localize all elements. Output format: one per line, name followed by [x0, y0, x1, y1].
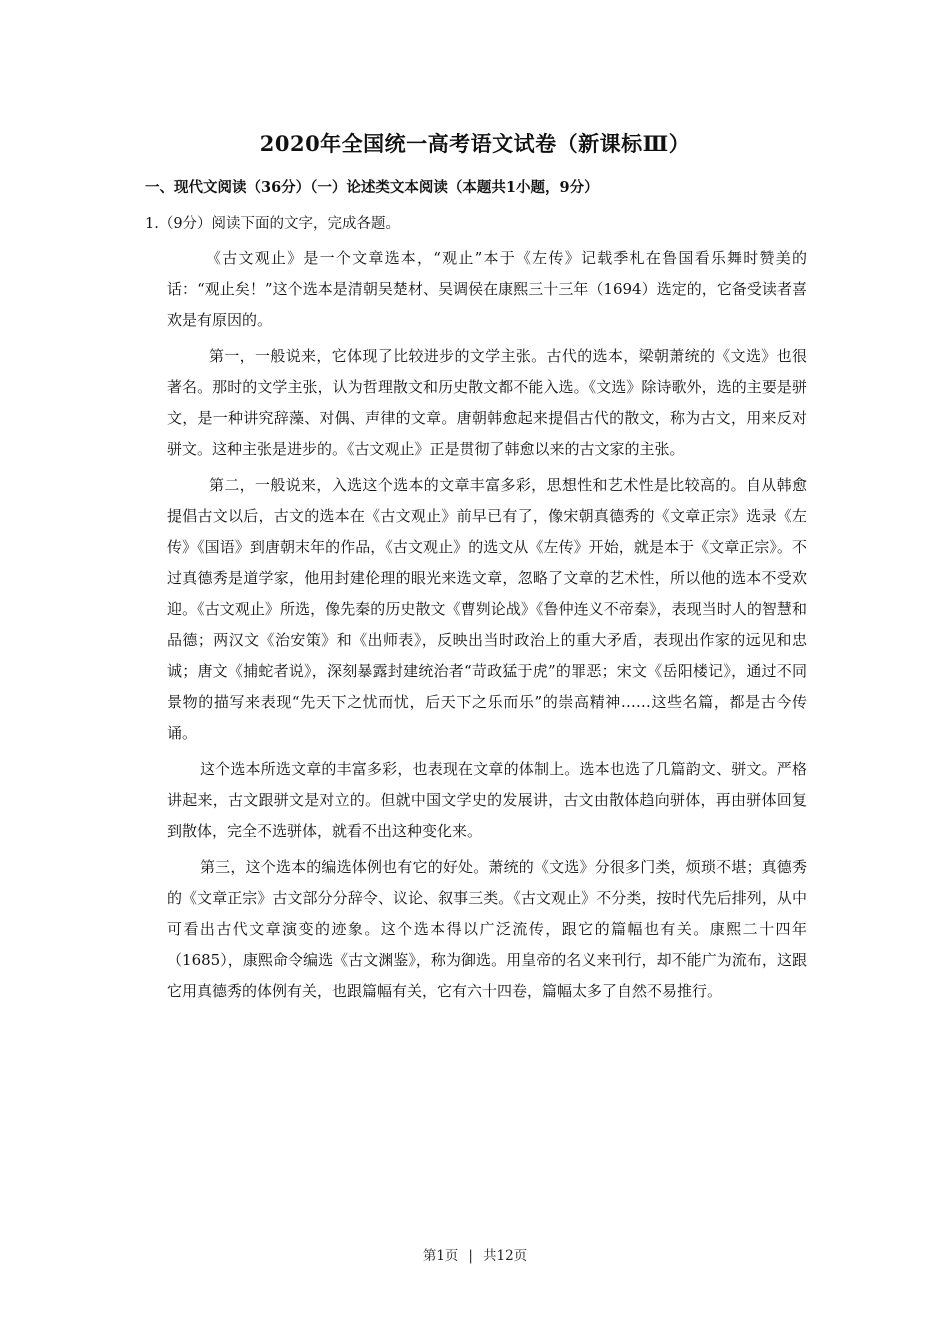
- passage-paragraph-1: 《古文观止》是一个文章选本，“观止”本于《左传》记载季札在鲁国看乐舞时赞美的话：“观止矣！”这个选本是清朝吴楚材、吴调侯在康熙三十三年（1694）选定的，它备受读者喜欢是有原因的。: [167, 249, 807, 329]
- document-title: 2020年全国统一高考语文试卷（新课标Ⅲ）: [259, 131, 691, 156]
- footer-separator: |: [468, 1248, 473, 1264]
- passage-paragraph-5: 第三，这个选本的编选体例也有它的好处。萧统的《文选》分很多门类，烦琐不堪；真德秀的《文章正宗》古文部分分辞令、议论、叙事三类。《古文观止》不分类，按时代先后排列，从中可看出古代文章演变的迹象。这个选本得以广泛流传，跟它的篇幅也有关。康熙二十四年（1685），康熙命令编选《古文渊鉴》，称为御选。用皇帝的名义来刊行，却不能广为流布，这跟它用真德秀的体例有关，也跟篇幅有关，它有六十四卷，篇幅太多了自然不易推行。: [167, 858, 807, 1000]
- page-number: 第1页: [422, 1248, 459, 1264]
- page-total: 共12页: [482, 1248, 528, 1264]
- page-footer: [0, 1244, 950, 1264]
- section-heading: 一、现代文阅读（36分）（一）论述类文本阅读（本题共1小题，9分）: [145, 179, 599, 196]
- question-intro: 1.（9分）阅读下面的文字，完成各题。: [145, 216, 401, 232]
- passage-paragraph-3: 第二，一般说来，入选这个选本的文章丰富多彩，思想性和艺术性是比较高的。自从韩愈提倡古文以后，古文的选本在《古文观止》前早已有了，像宋朝真德秀的《文章正宗》选录《左传》《国语》到唐朝末年的作品，《古文观止》的选文从《左传》开始，就是本于《文章正宗》。不过真德秀是道学家，他用封建伦理的眼光来选文章，忽略了文章的艺术性，所以他的选本不受欢迎。《古文观止》所选，像先秦的历史散文《曹刿论战》《鲁仲连义不帝秦》，表现当时人的智慧和品德；两汉文《治安策》和《出师表》，反映出当时政治上的重大矛盾，表现出作家的远见和忠诚；唐文《捕蛇者说》，深刻暴露封建统治者“苛政猛于虎”的罪恶；宋文《岳阳楼记》，通过不同景物的描写来表现“先天下之忧而忧，后天下之乐而乐”的崇高精神……这些名篇，都是古今传诵。: [167, 476, 807, 742]
- reading-passage: [167, 243, 807, 1012]
- passage-paragraph-2: 第一，一般说来，它体现了比较进步的文学主张。古代的选本，梁朝萧统的《文选》也很著名。那时的文学主张，认为哲理散文和历史散文都不能入选。《文选》除诗歌外，选的主要是骈文，是一种讲究辞藻、对偶、声律的文章。唐朝韩愈起来提倡古代的散文，称为古文，用来反对骈文。这种主张是进步的。《古文观止》正是贯彻了韩愈以来的古文家的主张。: [167, 347, 807, 458]
- passage-paragraph-4: 这个选本所选文章的丰富多彩，也表现在文章的体制上。选本也选了几篇韵文、骈文。严格讲起来，古文跟骈文是对立的。但就中国文学史的发展讲，古文由散体趋向骈体，再由骈体回复到散体，完全不选骈体，就看不出这种变化来。: [167, 760, 807, 840]
